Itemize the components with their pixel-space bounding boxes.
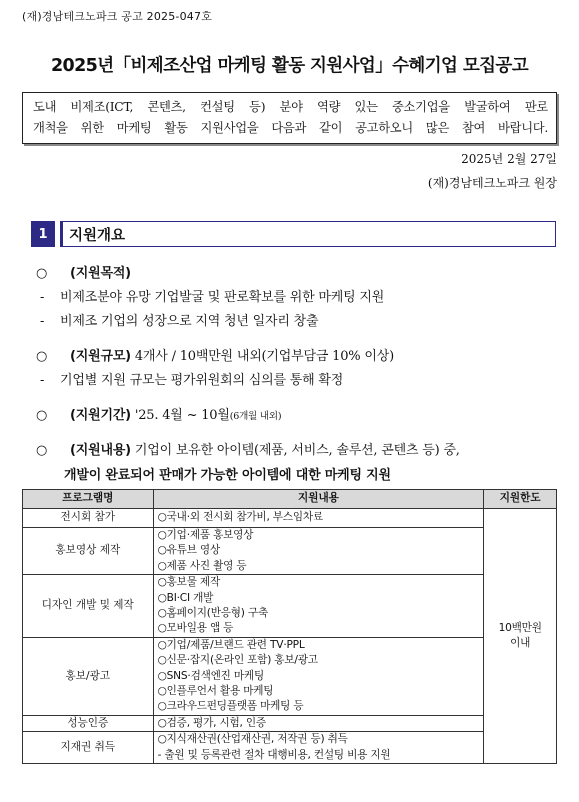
content-item: ○검증, 평가, 시험, 인증 [157, 716, 266, 729]
scale-note: 기업별 지원 규모는 평가위원회의 심의를 통해 확정 [60, 373, 344, 388]
limit-suffix: 이내 [510, 637, 531, 650]
table-header-row [23, 490, 557, 509]
intro-line-2: 개척을 위한 마케팅 활동 지원사업을 다음과 같이 공고하오니 많은 참여 바랍니다. [33, 121, 548, 135]
intro-box [22, 92, 557, 144]
table-row [23, 715, 557, 731]
header-program: 프로그램명 [23, 490, 154, 509]
issuer: (재)경남테크노파크 원장 [427, 176, 557, 190]
program-content [153, 715, 484, 731]
content-label: (지원내용) [70, 443, 131, 458]
dash-bullet-icon: - [40, 290, 45, 305]
section-title: 지원개요 [69, 227, 126, 244]
purpose-text-2: 비제조 기업의 성장으로 지역 청년 일자리 창출 [60, 314, 319, 329]
program-name: 지재권 취득 [23, 732, 154, 764]
content-item: ○SNS·검색엔진 마케팅 [157, 669, 264, 682]
program-name: 디자인 개발 및 제작 [23, 575, 154, 638]
program-content [153, 575, 484, 638]
program-content [153, 732, 484, 764]
content-item: ○기업·제품 홍보영상 [157, 529, 254, 541]
table-row [23, 732, 557, 764]
content-heading [36, 439, 460, 458]
purpose-item-1 [40, 286, 384, 305]
scale-heading [36, 345, 394, 364]
period-value: '25. 4월 ~ 10월 [134, 408, 230, 423]
program-content [153, 528, 484, 575]
content-item: ○홈페이지(반응형) 구축 [157, 607, 268, 620]
dash-bullet-icon: - [40, 373, 45, 388]
program-name: 홍보/광고 [23, 637, 154, 715]
section-number: 1 [31, 221, 55, 247]
content-item: ○인플루언서 활용 마케팅 [157, 685, 274, 698]
content-item: ○크라우드펀딩플랫폼 마케팅 등 [157, 700, 304, 713]
table-row [23, 575, 557, 638]
circle-bullet-icon: ○ [36, 443, 48, 458]
program-table [22, 489, 557, 764]
circle-bullet-icon: ○ [36, 349, 48, 364]
limit-amount: 10백만원 [498, 621, 542, 634]
circle-bullet-icon: ○ [36, 408, 48, 423]
content-item: - 출원 및 등록관련 절차 대행비용, 컨설팅 비용 지원 [157, 748, 391, 761]
period-label: (지원기간) [70, 408, 131, 423]
content-value-2: 개발이 완료되어 판매가 가능한 아이템에 대한 마케팅 지원 [64, 468, 391, 483]
section-title-box [60, 221, 556, 247]
table-row [23, 637, 557, 715]
program-name: 전시회 참가 [23, 509, 154, 528]
program-name: 성능인증 [23, 715, 154, 731]
program-content [153, 509, 484, 528]
purpose-heading [36, 262, 131, 281]
purpose-item-2 [40, 310, 318, 329]
content-item: ○제품 사진 촬영 등 [157, 559, 247, 572]
content-item: ○지식재산권(산업재산권, 저작권 등) 취득 [157, 733, 348, 746]
period-note: (6개월 내외) [229, 411, 282, 422]
program-name: 홍보영상 제작 [23, 528, 154, 575]
content-item: ○BI·CI 개발 [157, 591, 214, 604]
page-title: 2025년「비제조산업 마케팅 활동 지원사업」수혜기업 모집공고 [50, 56, 529, 76]
scale-value: 4개사 / 10백만원 내외(기업부담금 10% 이상) [134, 349, 394, 364]
content-value: 기업이 보유한 아이템(제품, 서비스, 솔루션, 콘텐츠 등) 중, [134, 443, 460, 458]
intro-line-1: 도내 비제조(ICT, 콘텐츠, 컨설팅 등) 분야 역량 있는 중소기업을 발굴하여 판로 [33, 100, 548, 114]
circle-bullet-icon: ○ [36, 266, 48, 281]
program-content [153, 637, 484, 715]
header-content: 지원내용 [153, 490, 484, 509]
table-row [23, 509, 557, 528]
content-item: ○기업/제품/브랜드 관련 TV·PPL [157, 638, 305, 651]
notice-number: (재)경남테크노파크 공고 2025-047호 [22, 10, 213, 23]
scale-label: (지원규모) [70, 349, 131, 364]
period-heading [36, 404, 281, 423]
content-item: ○신문·잡지(온라인 포함) 홍보/광고 [157, 654, 318, 667]
content-item: ○홍보물 제작 [157, 576, 220, 589]
header-limit: 지원한도 [484, 490, 557, 509]
purpose-text-1: 비제조분야 유망 기업발굴 및 판로확보를 위한 마케팅 지원 [60, 290, 385, 305]
purpose-label: (지원목적) [70, 266, 131, 281]
content-item: ○유튜브 영상 [157, 544, 220, 557]
scale-item [40, 369, 343, 388]
content-item: ○모바일용 앱 등 [157, 622, 234, 635]
support-limit [484, 509, 557, 764]
notice-date: 2025년 2월 27일 [461, 152, 557, 166]
table-row [23, 528, 557, 575]
content-item: ○국내·외 전시회 참가비, 부스임차료 [157, 511, 323, 524]
dash-bullet-icon: - [40, 314, 45, 329]
